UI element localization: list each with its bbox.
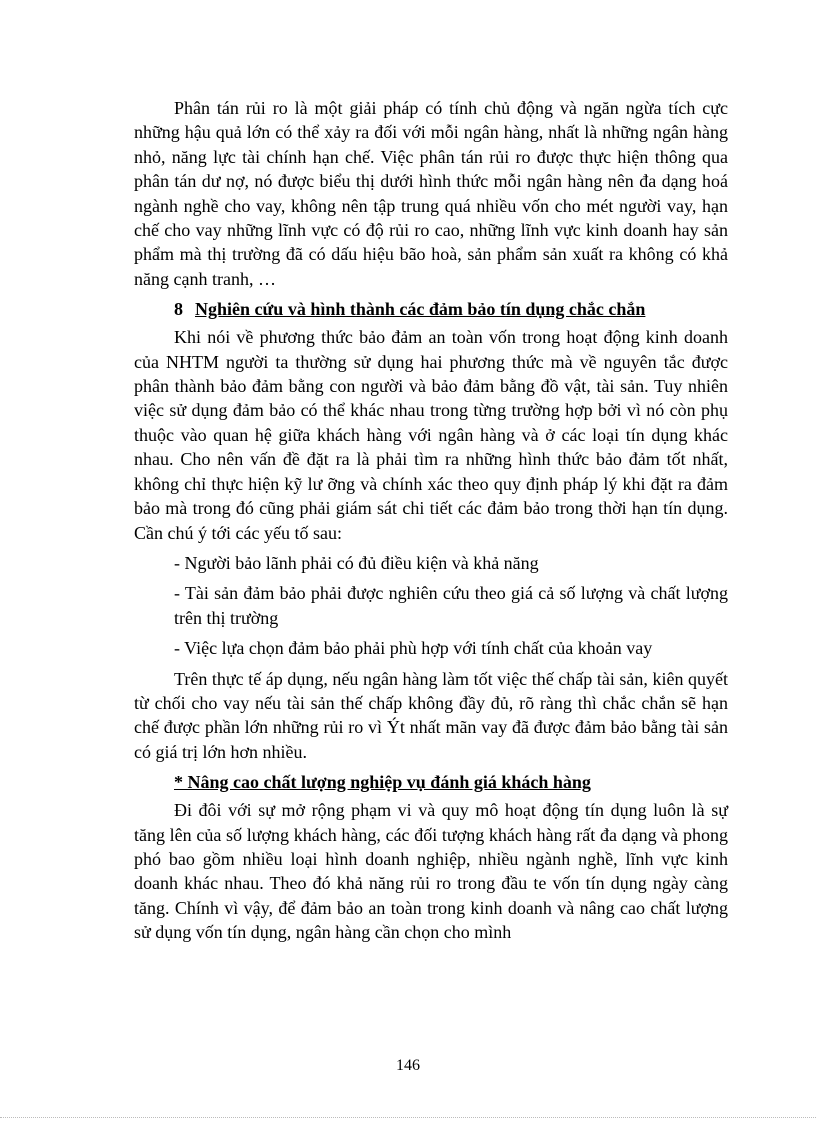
page-bottom-divider bbox=[0, 1117, 816, 1118]
section-title: Nghiên cứu và hình thành các đảm bảo tín dụng chắc chắn bbox=[195, 299, 646, 320]
paragraph-mortgage-practice: Trên thực tế áp dụng, nếu ngân hàng làm tốt việc thế chấp tài sản, kiên quyết từ chối cho vay nếu tài sản thế chấp không đầy đủ, rõ ràng thì chắc chắn sẽ hạn chế được phần lớn những rủi ro vì Ýt nhất mãn vay đã được đảm bảo bằng tài sản có giá trị lớn hơn nhiều. bbox=[134, 668, 728, 762]
page-number: 146 bbox=[396, 1057, 420, 1074]
bullet-collateral-choice: - Việc lựa chọn đảm bảo phải phù hợp với tính chất của khoản vay bbox=[174, 638, 653, 659]
paragraph-risk-diversification: Phân tán rủi ro là một giải pháp có tính chủ động và ngăn ngừa tích cực những hậu quả lớn có thể xảy ra đối với mỗi ngân hàng, nhất là những ngân hàng nhỏ, năng lực tài chính hạn chế. Việc phân tán rủi ro được thực hiện thông qua phân tán dư nợ, nó được biểu thị dưới hình thức mỗi ngân hàng nên đa dạng hoá ngành nghề cho vay, không nên tập trung quá nhiều vốn cho mét người vay, hạn chế cho vay những lĩnh vực có độ rủi ro cao, những lĩnh vực kinh doanh hay sản phẩm mà thị trường đã có dấu hiệu bão hoà, sản phẩm sản xuất ra không có khả năng cạnh tranh, … bbox=[134, 98, 728, 289]
bullet-guarantor: - Người bảo lãnh phải có đủ điều kiện và khả năng bbox=[174, 552, 539, 573]
subsection-heading-customer-evaluation bbox=[134, 770, 728, 794]
bullet-collateral-assets: - Tài sản đảm bảo phải được nghiên cứu theo giá cả số lượng và chất lượng trên thị trường bbox=[174, 583, 728, 628]
section-number: 8 bbox=[174, 299, 183, 320]
paragraph-customer-growth: Đi đôi với sự mở rộng phạm vi và quy mô hoạt động tín dụng luôn là sự tăng lên của số lượng khách hàng, các đối tượng khách hàng rất đa dạng và phong phó bao gồm nhiều loại hình doanh nghiệp, nhiều ngành nghề, lĩnh vực kinh doanh khác nhau. Theo đó khả năng rủi ro trong đầu te vốn tín dụng ngày càng tăng. Chính vì vậy, để đảm bảo an toàn trong kinh doanh và nâng cao chất lượng sử dụng vốn tín dụng, ngân hàng cần chọn cho mình bbox=[134, 800, 728, 943]
section-heading-8 bbox=[134, 297, 728, 321]
subsection-title: * Nâng cao chất lượng nghiệp vụ đánh giá khách hàng bbox=[174, 772, 591, 793]
page-body bbox=[134, 96, 728, 945]
paragraph-collateral-methods: Khi nói về phương thức bảo đảm an toàn vốn trong hoạt động kinh doanh của NHTM người ta thường sử dụng hai phương thức mà về nguyên tắc được phân thành bảo đảm bằng con người và bảo đảm bằng đồ vật, tài sản. Tuy nhiên việc sử dụng đảm bảo có thể khác nhau trong từng trường hợp bởi vì nó còn phụ thuộc vào quan hệ giữa khách hàng với ngân hàng và ở các loại tín dụng khác nhau. Cho nên vấn đề đặt ra là phải tìm ra những hình thức bảo đảm tốt nhất, không chỉ thực hiện kỹ lư ỡng và chính xác theo quy định pháp lý khi đặt ra đảm bảo mà trong đó cũng phải giám sát chi tiết các đảm bảo trong thời hạn tín dụng. Cần chú ý tới các yếu tố sau: bbox=[134, 327, 728, 543]
